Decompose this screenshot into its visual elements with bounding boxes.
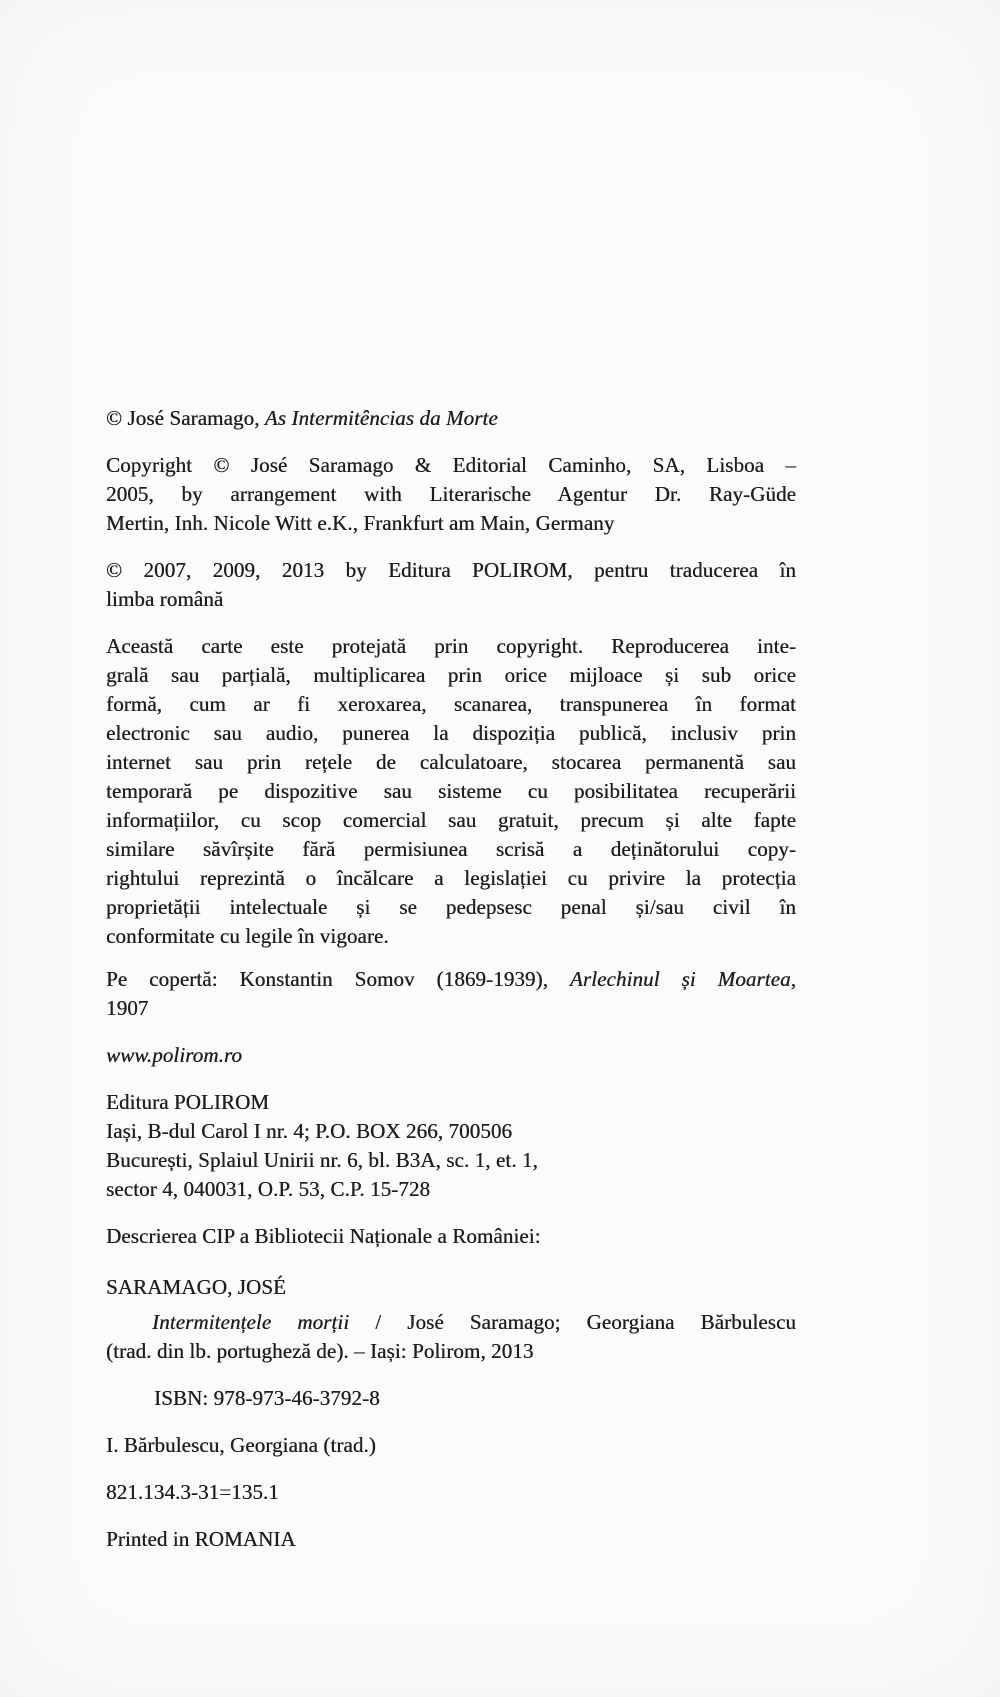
isbn-number: ISBN: 978-973-46-3792-8 [154, 1386, 380, 1410]
text-line: internet sau prin rețele de calculatoare, stocarea permanentă sau [106, 750, 796, 774]
publisher-website: www.polirom.ro [106, 1043, 242, 1067]
text-line: Editura POLIROM [106, 1090, 270, 1114]
cover-credit-year: 1907 [106, 996, 149, 1020]
text-line: București, Splaiul Unirii nr. 6, bl. B3A, sc. 1, et. 1, [106, 1148, 538, 1172]
text-line: electronic sau audio, punerea la dispoziția publică, inclusiv prin [106, 721, 796, 745]
original-title-credit-prefix: © José Saramago, [106, 406, 265, 430]
text-line: temporară pe dispozitive sau sisteme cu posibilitatea recuperării [106, 779, 796, 803]
text-line: proprietății intelectuale și se pedepsesc penal și/sau civil în [106, 895, 796, 919]
cip-entry-line1 [106, 1308, 796, 1337]
udc-classification-code: 821.134.3-31=135.1 [106, 1480, 279, 1504]
text-line: rightului reprezintă o încălcare a legislației cu privire la protecția [106, 866, 796, 890]
printed-in-notice: Printed in ROMANIA [106, 1527, 296, 1551]
text-line: Această carte este protejată prin copyright. Reproducerea inte- [106, 634, 796, 658]
text-line: formă, cum ar fi xeroxarea, scanarea, transpunerea în format [106, 692, 796, 716]
text-line: sector 4, 040031, O.P. 53, C.P. 15-728 [106, 1177, 431, 1201]
cover-credit-line1 [106, 965, 796, 994]
original-title-credit [106, 404, 796, 433]
text-line: Mertin, Inh. Nicole Witt e.K., Frankfurt am Main, Germany [106, 511, 615, 535]
cip-entry [106, 1308, 796, 1366]
text-line: Copyright © José Saramago & Editorial Caminho, SA, Lisboa – [106, 453, 796, 477]
cip-author-name: SARAMAGO, JOSÉ [106, 1275, 286, 1299]
translator-index-entry: I. Bărbulescu, Georgiana (trad.) [106, 1433, 376, 1457]
text-line: conformitate cu legile în vigoare. [106, 924, 389, 948]
publisher-address [106, 1088, 796, 1204]
text-line: grală sau parțială, multiplicarea prin orice mijloace și sub orice [106, 663, 796, 687]
text-line: informațiilor, cu scop comercial sau gratuit, precum și alte fapte [106, 808, 796, 832]
cip-entry-line2: (trad. din lb. portugheză de). – Iași: Polirom, 2013 [106, 1339, 534, 1363]
copyright-protection-notice [106, 632, 796, 951]
text-line: © 2007, 2009, 2013 by Editura POLIROM, pentru traducerea în [106, 558, 796, 582]
cover-credit [106, 965, 796, 1023]
original-title: As Intermitências da Morte [264, 406, 498, 430]
cover-credit-prefix: Pe copertă: Konstantin Somov (1869-1939), [106, 967, 570, 991]
original-copyright-notice [106, 451, 796, 538]
cip-entry-authors: / José Saramago; Georgiana Bărbulescu [349, 1310, 796, 1334]
cip-description-heading: Descrierea CIP a Bibliotecii Naționale a României: [106, 1224, 541, 1248]
text-line: Iași, B-dul Carol I nr. 4; P.O. BOX 266, 700506 [106, 1119, 513, 1143]
text-line: 2005, by arrangement with Literarische Agentur Dr. Ray-Güde [106, 482, 796, 506]
text-line: similare săvîrșite fără permisiunea scrisă a deținătorului copy- [106, 837, 796, 861]
translated-title: Intermitențele morții [152, 1310, 350, 1334]
text-line: limba română [106, 587, 224, 611]
cover-artwork-title: Arlechinul și Moartea, [569, 967, 796, 991]
romanian-copyright-notice [106, 556, 796, 614]
colophon [106, 404, 796, 1554]
